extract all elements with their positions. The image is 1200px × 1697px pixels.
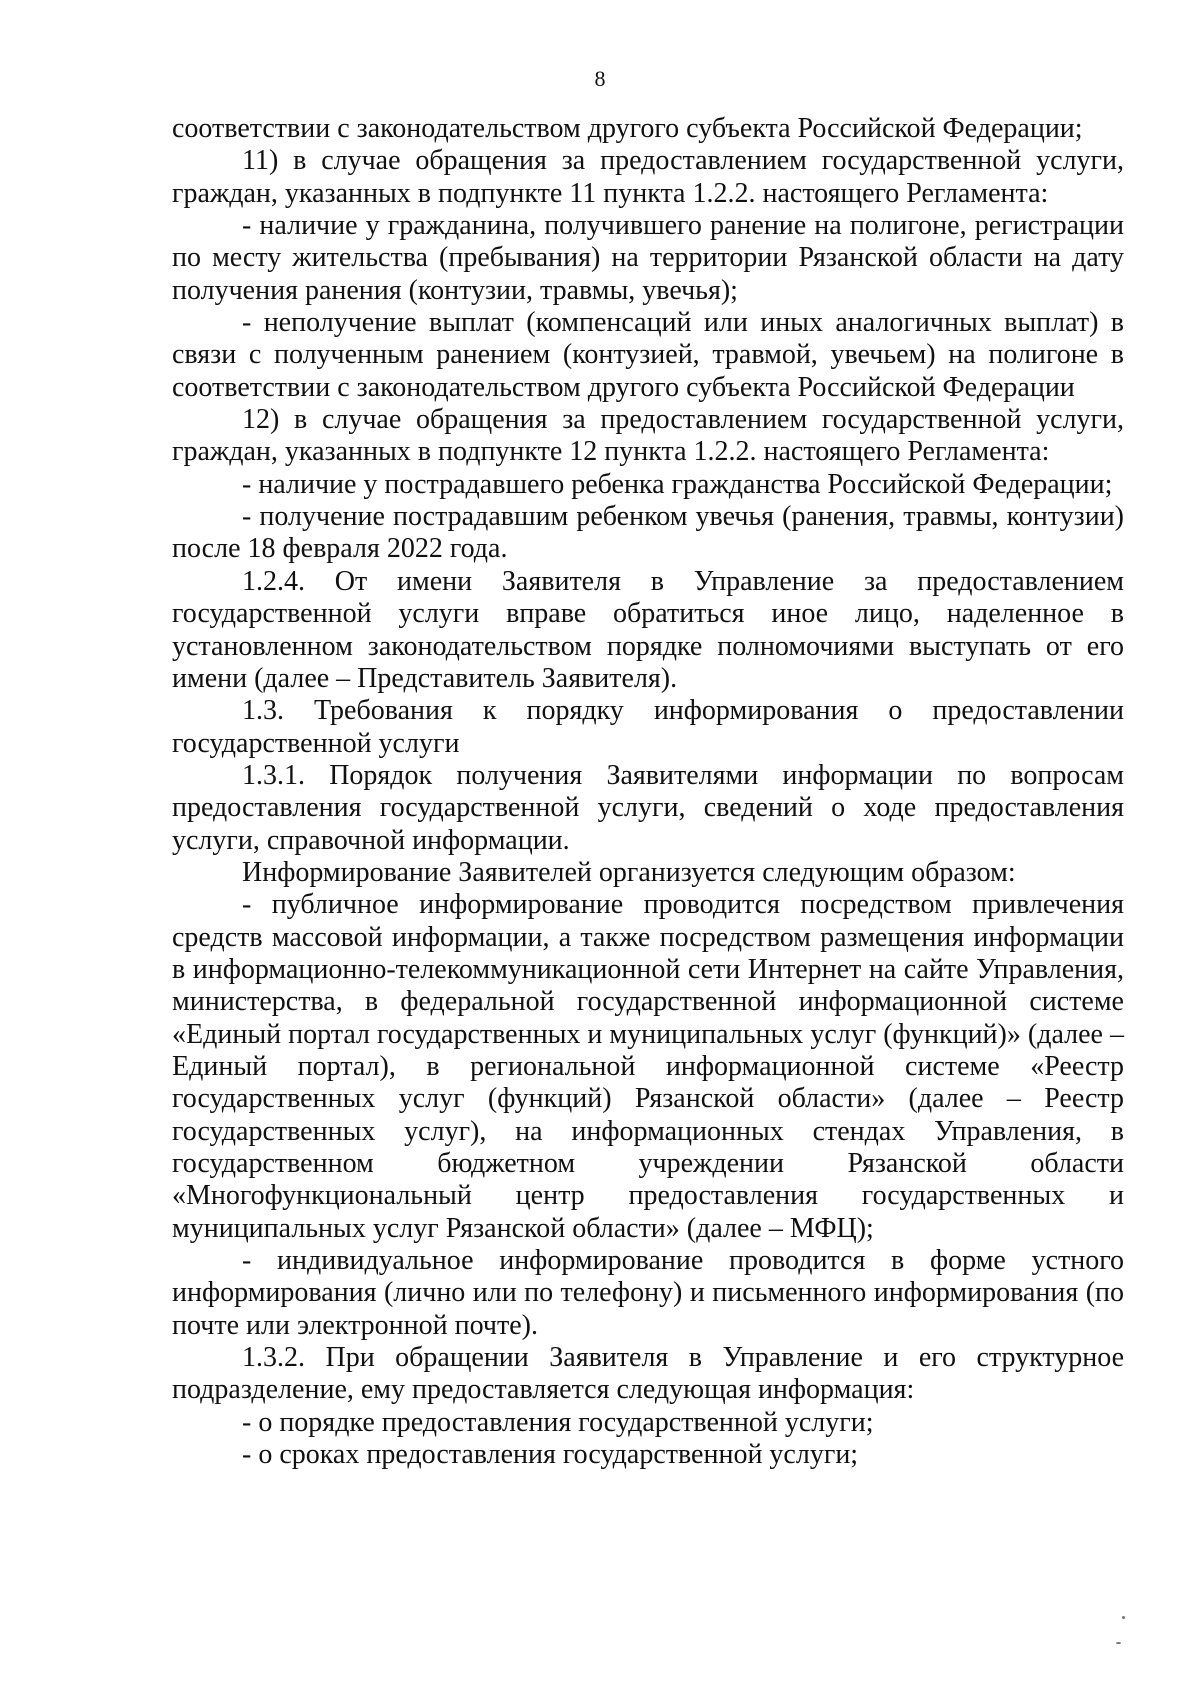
paragraph: - наличие у гражданина, получившего ранение на полигоне, регистрации по месту жительства (пребывания) на территории Рязанской области на дату получения ранения (контузии, травмы, увечья); bbox=[172, 210, 1124, 306]
paragraph: 1.3.1. Порядок получения Заявителями информации по вопросам предоставления государственной услуги, сведений о ходе предоставления услуги, справочной информации. bbox=[172, 759, 1124, 856]
paragraph: 1.3. Требования к порядку информирования о предоставлении государственной услуги bbox=[172, 695, 1124, 759]
scan-speck bbox=[1122, 1616, 1125, 1619]
paragraph: соответствии с законодательством другого субъекта Российской Федерации; bbox=[172, 113, 1083, 144]
paragraph: 12) в случае обращения за предоставлением государственной услуги, граждан, указанных в подпункте 12 пункта 1.2.2. настоящего Регламента: bbox=[172, 404, 1124, 468]
paragraph: - получение пострадавшим ребенком увечья (ранения, травмы, контузии) после 18 февраля 2022 года. bbox=[172, 501, 1124, 565]
scan-speck bbox=[1116, 1642, 1121, 1644]
paragraph: - неполучение выплат (компенсаций или иных аналогичных выплат) в связи с полученным ранением (контузией, травмой, увечьем) на полигоне в соответствии с законодательством другого субъекта Российской Федерации bbox=[172, 307, 1124, 403]
paragraph: Информирование Заявителей организуется следующим образом: bbox=[242, 856, 1016, 888]
paragraph: 1.3.2. При обращении Заявителя в Управление и его структурное подразделение, ему предоставляется следующая информация: bbox=[172, 1342, 1124, 1406]
document-body bbox=[172, 113, 1124, 1471]
paragraph: - наличие у пострадавшего ребенка гражданства Российской Федерации; bbox=[242, 468, 1113, 500]
page-number: 8 bbox=[594, 66, 606, 91]
paragraph: 11) в случае обращения за предоставлением государственной услуги, граждан, указанных в подпункте 11 пункта 1.2.2. настоящего Регламента: bbox=[172, 145, 1124, 209]
paragraph: - о порядке предоставления государственной услуги; bbox=[242, 1406, 874, 1438]
paragraph: 1.2.4. От имени Заявителя в Управление за предоставлением государственной услуги вправе обратиться иное лицо, наделенное в установленном законодательством порядке полномочиями выступать от его имени (далее – Представитель Заявителя). bbox=[172, 565, 1124, 694]
paragraph: - индивидуальное информирование проводится в форме устного информирования (лично или по телефону) и письменного информирования (по почте или электронной почте). bbox=[172, 1245, 1124, 1341]
paragraph: - публичное информирование проводится посредством привлечения средств массовой информации, а также посредством размещения информации в информационно-телекоммуникационной сети Интернет на сайте Управления, министерства, в федеральной государственной информационной системе «Единый портал государственных и муниципальных услуг (функций)» (далее – Единый портал), в региональной информационной системе «Реестр государственных услуг (функций) Рязанской области» (далее – Реестр государственных услуг), на информационных стендах Управления, в государственном бюджетном учреждении Рязанской области «Многофункциональный центр предоставления государственных и муниципальных услуг Рязанской области» (далее – МФЦ); bbox=[172, 889, 1124, 1244]
paragraph: - о сроках предоставления государственной услуги; bbox=[242, 1439, 859, 1471]
